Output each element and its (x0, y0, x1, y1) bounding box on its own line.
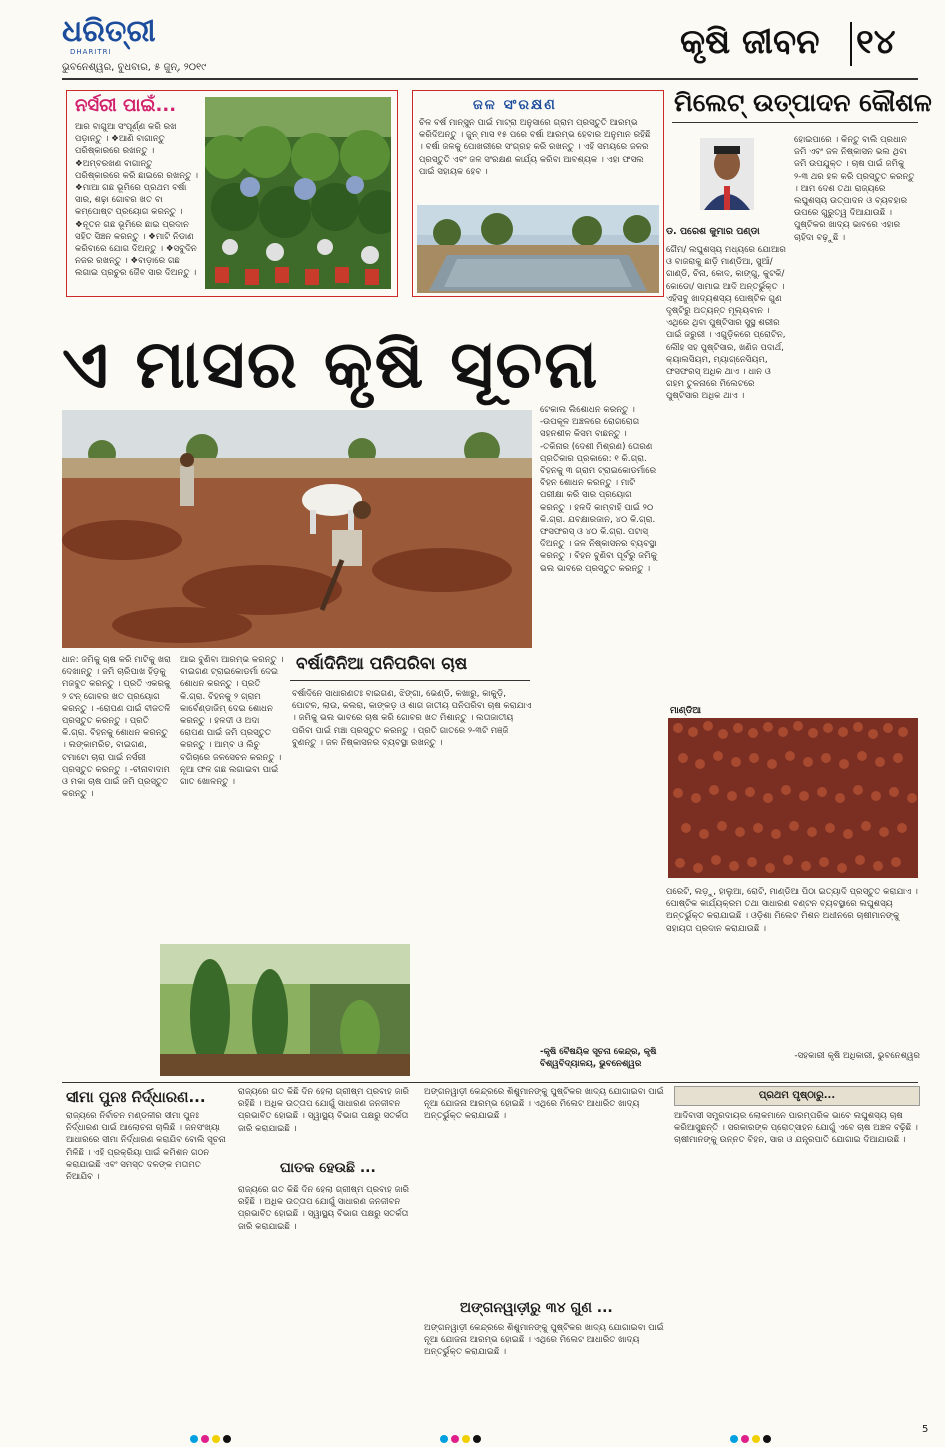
black-mark (473, 1435, 481, 1443)
magenta-mark (451, 1435, 459, 1443)
water-box (412, 90, 664, 297)
newspaper-logo-sub: DHARITRI (70, 48, 112, 56)
millet-title-rule (672, 122, 918, 123)
footer-page-number: 5 (922, 1424, 929, 1435)
millet-author: ଡ. ପରେଶ କୁମାର ପଣ୍ଡା (666, 226, 760, 237)
threat-title: ଘାତକ ହେଉଛି ... (280, 1160, 376, 1176)
first-page-header (674, 1086, 920, 1106)
threat-intro (238, 1086, 414, 1156)
section-separator (850, 22, 852, 66)
monthly-credit: -କୃଷି ବୈଷୟିକ ସୂଚନା କେନ୍ଦ୍ର, କୃଷି ବିଶ୍ୱବିଦ୍ୟାଳୟ, ଭୁବନେଶ୍ୱର (540, 1047, 657, 1070)
threat-intro-text: ରାଜ୍ୟରେ ଗତ କିଛି ଦିନ ହେଲା ଗ୍ରୀଷ୍ମ ପ୍ରବାହ ଜାରି ରହିଛି । ଅଧିକ ଉତ୍ତାପ ଯୋଗୁଁ ସାଧାରଣ ଜନଜୀବନ ପ୍ରଭାବିତ ହୋଇଛି । ସ୍ୱାସ୍ଥ୍ୟ ବିଭାଗ ପକ୍ଷରୁ ସତର୍କତା ଜାରି କରାଯାଇଛି । (238, 1087, 410, 1134)
registration-marks-2 (440, 1428, 484, 1438)
anganwadi-body: ଅଙ୍ଗନୱାଡ଼ୀ କେନ୍ଦ୍ରରେ ଶିଶୁମାନଙ୍କୁ ପୁଷ୍ଟିକର ଖାଦ୍ୟ ଯୋଗାଇବା ପାଇଁ ନୂଆ ଯୋଜନା ଆରମ୍ଭ ହୋଇଛି । ଏଥିରେ ମିଲେଟ ଆଧାରିତ ଖାଦ୍ୟ ଅନ୍ତର୍ଭୁକ୍ତ କରାଯାଇଛି । (424, 1323, 664, 1358)
registration-marks-3 (730, 1428, 774, 1438)
nursery-title: ନର୍ସରୀ ପାଇଁ... (75, 95, 177, 116)
monthly-col3: ଟେକାଲ ଲିଶୋଧନ କରନ୍ତୁ । -ଉପକୂଳ ଅଞ୍ଚଳରେ ରୋଗରୋଗ ସହନଶୀଳ କିସମ ବାଛନ୍ତୁ । -ତକିନାର (ଦେଶୀ ମିଶ୍ରଣ) ତୋରଣ ପ୍ରତିକାର ପ୍ରକାରେ: ୧ କି.ଗ୍ରା. ବିହନକୁ ୩ ଗ୍ରାମ ଟ୍ରାଇକୋଡର୍ମାରେ ବିହନ ଶୋଧନ କରନ୍ତୁ । ମାଟି ପରୀକ୍ଷା କରି ସାର ପ୍ରୟୋଗ କରନ୍ତୁ । ହଳଦି କାମ୍ବାହି ପାଇଁ ୨୦ କି.ଗ୍ରା. ଯବକ୍ଷାରଜାନ, ୪୦ କି.ଗ୍ରା. ଫସଫରସ୍ ଓ ୪୦ କି.ଗ୍ରା. ପଟାସ୍ ଦିଅନ୍ତୁ । ଜଳ ନିଷ୍କାସନର ବ୍ୟବସ୍ଥା କରନ୍ତୁ । ବିହନ ବୁଣିବା ପୂର୍ବରୁ ଜମିକୁ ଭଲ ଭାବରେ ପ୍ରସ୍ତୁତ କରନ୍ତୁ । (540, 405, 657, 574)
millet-body-bottom: ପରେଟି, ଲଡ଼ୁ, ହାଲୁଆ, ରୋଟି, ମାଣ୍ଡିଆ ପିଠା ଇତ୍ୟାଦି ପ୍ରସ୍ତୁତ କରାଯାଏ । ପୋଷ୍ଟିକ କାର୍ଯ୍ୟକ୍ରମ ତଥା ସାଧାରଣ ବଣ୍ଟନ ବ୍ୟବସ୍ଥାରେ ଲଘୁଶସ୍ୟ ଅନ୍ତର୍ଭୁକ୍ତ କରାଯାଇଛି । ଓଡ଼ିଶା ମିଲେଟ ମିଶନ ଅଧୀନରେ ଚାଷୀମାନଙ୍କୁ ସହାୟତା ପ୍ରଦାନ କରାଯାଉଛି । (666, 887, 918, 934)
nursery-body: ଆର ବାଗୁଆ ସଂପୂର୍ଣ୍ଣ କରି ରଖ ପଡ଼ାନ୍ତୁ । ❖ଆଣି ବାଗାନ୍ତୁ ପରିଷ୍କାରରେ ରଖନ୍ତୁ । ❖ଅମ୍ବରଖଣ ବାଗାନ୍ତୁ ପରିଷ୍କାରରେ କରି ଛାଇରେ ରଖନ୍ତୁ । ❖ମାଆ ଗଛ ଭୂମିରେ ପ୍ରଥମ ବର୍ଷା ସାର, ଶଢ଼ା ଗୋବର ଖତ ବା କମ୍ପୋଷ୍ଟ ପ୍ରୟୋଗ କରନ୍ତୁ । ❖ନୂତନ ଗଛ ଭୂମିରେ ଛାଇ ପ୍ରଦାନ ସହିତ ସିଞ୍ଚନ କରନ୍ତୁ । ❖ମାଟି ନିଡାଣ କରିବାରେ ଯୋଗ ଦିଅନ୍ତୁ । ❖ସବୁଦିନ ନଜର ରଖନ୍ତୁ । ❖ବାଡ଼ାରେ ଗଛ ଲଗାଇ ପ୍ରଚୁର ଜୈବ ସାର ଦିଅନ୍ତୁ । (75, 122, 198, 279)
millet-body-right: ହୋଇପାରେ । କିନ୍ତୁ ବାଲି ପ୍ରଧାନ ଜମି ଏବଂ ଜଳ ନିଷ୍କାସନ ଭଲ ଥିବା ଜମି ଉପଯୁକ୍ତ । ଚାଷ ପାଇଁ ଜମିକୁ ୨-୩ ଥର ହଳ କରି ପ୍ରସ୍ତୁତ କରନ୍ତୁ । ଆମ ଦେଶ ତଥା ରାଜ୍ୟରେ ଲଘୁଶସ୍ୟ ଉତ୍ପାଦନ ଓ ବ୍ୟବହାର ଉପରେ ଗୁରୁତ୍ୱ ଦିଆଯାଉଛି । ପୁଷ୍ଟିକର ଖାଦ୍ୟ ଭାବରେ ଏହାର ଚାହିଦା ବଢ଼ୁଛି । (794, 135, 915, 243)
banner-headline: ଏ ମାସର କୃଷି ସୂଚନା (62, 326, 600, 403)
dateline: ଭୁବନେଶ୍ୱର, ବୁଧବାର, ୫ ଜୁନ୍, ୨୦୧୯ (62, 62, 207, 73)
boundary-body: ରାଜ୍ୟରେ ନିର୍ବାଚନ ମଣ୍ଡଳୀର ସୀମା ପୁନଃ ନିର୍ଦ୍ଧାରଣ ପାଇଁ ଆଲୋଚନା ଚାଲିଛି । ଜନସଂଖ୍ୟା ଆଧାରରେ ସୀମା ନିର୍ଦ୍ଧାରଣ କରାଯିବ ବୋଲି ସୂଚନା ମିଳିଛି । ଏହି ପ୍ରକ୍ରିୟା ପାଇଁ କମିଶନ ଗଠନ କରାଯାଇଛି ଏବଂ ସମସ୍ତ ଦଳଙ୍କ ମତାମତ ନିଆଯିବ । (66, 1111, 226, 1183)
black-mark (223, 1435, 231, 1443)
monthly-col1: ଧାନ: ଜମିକୁ ଚାଷ କରି ମାଟିକୁ ଖରା ଦେଖାନ୍ତୁ । ଜମି ଚାରିପାଖ ହିଡ଼କୁ ମଜବୁତ କରନ୍ତୁ । ପ୍ରତି ଏକରକୁ ୨ ଟନ୍ ଗୋବର ଖତ ପ୍ରୟୋଗ କରନ୍ତୁ । -ରୋପଣ ପାଇଁ ବୀଜତଳି ପ୍ରସ୍ତୁତ କରନ୍ତୁ । ପ୍ରତି କି.ଗ୍ରା. ବିହନକୁ ଶୋଧନ କରନ୍ତୁ । ଲଙ୍କାମରିଚ, ବାଇଗଣ, ଟମାଟୋ ଚାରା ପାଇଁ ନର୍ସରୀ ପ୍ରସ୍ତୁତ କରନ୍ତୁ । -ଚୀନାବାଦାମ ଓ ମକା ଚାଷ ପାଇଁ ଜମି ପ୍ରସ୍ତୁତ କରନ୍ତୁ । (62, 655, 171, 800)
water-title: ଜଳ ସଂରକ୍ଷଣ (473, 97, 557, 113)
gourd-photo (160, 944, 410, 1076)
pond-photo (417, 205, 659, 293)
registration-marks (190, 1428, 234, 1438)
yellow-mark (462, 1435, 470, 1443)
first-page-title: ପ୍ରଥମ ପୃଷ୍ଠାରୁ... (758, 1090, 836, 1101)
header-rule (62, 78, 918, 80)
millet-caption: ମାଣ୍ଡିଆ (670, 706, 701, 716)
millet-title: ମିଲେଟ୍ ଉତ୍ପାଦନ କୌଶଳ (674, 88, 932, 117)
rainy-veg-title: ବର୍ଷାଦିନିଆ ପନିପରିବା ଚାଷ (296, 654, 468, 674)
nursery-box (66, 90, 398, 297)
nursery-photo (205, 97, 391, 289)
plough-photo (62, 410, 532, 648)
cyan-mark (730, 1435, 738, 1443)
magenta-mark (201, 1435, 209, 1443)
water-body: ଚିଳ ବର୍ଷ ମାନ୍ସୁନ ପାଇଁ ମାଟ୍ରା ଅନୁସାରେ ଗ୍ରାମ ପ୍ରସ୍ତୁତି ଆରମ୍ଭ କରିଦିଅନ୍ତୁ । ଜୁନ୍ ମାସ ୧୫ ପରେ ବର୍ଷା ଆରମ୍ଭ ହେବାର ଅନୁମାନ ରହିଛି । ବର୍ଷା ଜଳକୁ ପୋଖରୀରେ ସଂଗ୍ରହ କରି ରଖନ୍ତୁ । ଏହି ସମୟରେ ଜଳର ପ୍ରସ୍ତୁତି ଏବଂ ଜଳ ସଂରକ୍ଷଣ କାର୍ଯ୍ୟ କରିବା ଆବଶ୍ୟକ । ଏହା ଫସଲ ପାଇଁ ସହାୟକ ହେବ । (419, 118, 651, 177)
cyan-mark (190, 1435, 198, 1443)
anganwadi-title: ଅଙ୍ଗନୱାଡ଼ୀରୁ ୩୪ ଗୁଣ ... (460, 1300, 613, 1316)
millet-credit: -ସହକାରୀ କୃଷି ଅଧିକାରୀ, ଭୁବନେଶ୍ୱର (794, 1051, 920, 1061)
yellow-mark (752, 1435, 760, 1443)
threat-body: ରାଜ୍ୟରେ ଗତ କିଛି ଦିନ ହେଲା ଗ୍ରୀଷ୍ମ ପ୍ରବାହ ଜାରି ରହିଛି । ଅଧିକ ଉତ୍ତାପ ଯୋଗୁଁ ସାଧାରଣ ଜନଜୀବନ ପ୍ରଭାବିତ ହୋଇଛି । ସ୍ୱାସ୍ଥ୍ୟ ବିଭାଗ ପକ୍ଷରୁ ସତର୍କତା ଜାରି କରାଯାଇଛି । (238, 1185, 410, 1232)
section-title: କୃଷି ଜୀବନ (680, 22, 820, 62)
cyan-mark (440, 1435, 448, 1443)
black-mark (763, 1435, 771, 1443)
author-photo (700, 138, 754, 210)
bottom-rule (62, 1082, 918, 1083)
millet-grain-photo (668, 718, 918, 878)
page-number: ୧୪ (856, 22, 896, 62)
rainy-veg-rule (290, 680, 530, 681)
magenta-mark (741, 1435, 749, 1443)
newspaper-logo: ଧରିତ୍ରୀ (62, 14, 156, 49)
millet-body-left: ଗୈମ/ ଲଘୁଶସ୍ୟ ମଧ୍ୟରେ ଯୋଆର ଓ ବାଜରାକୁ ଛାଡ଼ି ମାଣ୍ଡିଆ, ସୁଆଁ/ଗାଣ୍ଡି, ଚିନା, କୋଦ, କାଙ୍ଗୁ, କୁଟକି/ କୋଡୋ/ ସାମାଇ ଆଦି ଅନ୍ତର୍ଭୁକ୍ତ । ଏହିସବୁ ଖାଦ୍ୟଶସ୍ୟ ପୋଷ୍ଟିକ ଗୁଣ ଦୃଷ୍ଟିରୁ ଅତ୍ୟନ୍ତ ମୂଲ୍ୟବାନ । ଏଥିରେ ଥିବା ପୁଷ୍ଟିସାର ସୁସ୍ଥ ଶରୀର ପାଇଁ ଜରୁରୀ । ଏଗୁଡ଼ିକରେ ପ୍ରୋଟିନ, ଲୌହ ସହ ପୁଷ୍ଟିସାର, ଖଣିଜ ପଦାର୍ଥ, କ୍ୟାଲସିୟମ, ମ୍ୟାଗ୍ନେସିୟମ, ଫସଫରସ୍ ଅଧିକ ଥାଏ । ଧାନ ଓ ଗହମ ତୁଳନାରେ ମିଲେଟରେ ପୁଷ୍ଟିସାର ଅଧିକ ଥାଏ । (666, 245, 786, 402)
monthly-col2: ଆଇ ବୁଣିବା ଆରମ୍ଭ କରନ୍ତୁ । ବାଇଗଣ ଟ୍ରାଇକୋଡର୍ମା ଦେଇ ଶୋଧନ କରନ୍ତୁ । ପ୍ରତି କି.ଗ୍ରା. ବିହନକୁ ୨ ଗ୍ରାମ କାର୍ବେଣ୍ଡାଜିମ୍ ଦେଇ ଶୋଧନ କରନ୍ତୁ । ହଳଦୀ ଓ ଅଦା ରୋପଣ ପାଇଁ ଜମି ପ୍ରସ୍ତୁତ କରନ୍ତୁ । ଆମ୍ବ ଓ ଲିଚୁ ବଗିଚାରେ ଜଳସେଚନ କରନ୍ତୁ । ନୂଆ ଫଳ ଗଛ ଲଗାଇବା ପାଇଁ ଗାତ ଖୋଳନ୍ତୁ । (180, 655, 284, 788)
yellow-mark (212, 1435, 220, 1443)
anganwadi-intro: ଅଙ୍ଗନୱାଡ଼ୀ କେନ୍ଦ୍ରରେ ଶିଶୁମାନଙ୍କୁ ପୁଷ୍ଟିକର ଖାଦ୍ୟ ଯୋଗାଇବା ପାଇଁ ନୂଆ ଯୋଜନା ଆରମ୍ଭ ହୋଇଛି । ଏଥିରେ ମିଲେଟ ଆଧାରିତ ଖାଦ୍ୟ ଅନ୍ତର୍ଭୁକ୍ତ କରାଯାଇଛି । (424, 1087, 664, 1122)
first-page-body: ଆଦିବାସୀ ସମ୍ପ୍ରଦାୟର ଲୋକମାନେ ପାରମ୍ପରିକ ଭାବେ ଲଘୁଶସ୍ୟ ଚାଷ କରିଆସୁଛନ୍ତି । ସରକାରଙ୍କ ପ୍ରୋତ୍ସାହନ ଯୋଗୁଁ ଏବେ ଚାଷ ଅଞ୍ଚଳ ବଢ଼ିଛି । ଚାଷୀମାନଙ୍କୁ ଉନ୍ନତ ବିହନ, ସାର ଓ ଯନ୍ତ୍ରପାତି ଯୋଗାଇ ଦିଆଯାଉଛି । (674, 1111, 918, 1146)
boundary-title: ସୀମା ପୁନଃ ନିର୍ଦ୍ଧାରଣ... (66, 1088, 206, 1106)
rainy-veg-body: ବର୍ଷାଦିନେ ସାଧାରଣତଃ ବାଇଗଣ, ଝିଙ୍ଗା, ଭେଣ୍ଡି, କଖାରୁ, କାକୁଡ଼ି, ପୋଟଳ, ଲାଉ, କଲରା, କାଙ୍କଡ଼ ଓ ଶାଗ ଜାତୀୟ ପନିପରିବା ଚାଷ କରାଯାଏ । ଜମିକୁ ଭଲ ଭାବରେ ଚାଷ କରି ଗୋବର ଖତ ମିଶାନ୍ତୁ । ଲତାଜାତୀୟ ପରିବା ପାଇଁ ମଞ୍ଚା ପ୍ରସ୍ତୁତ କରନ୍ତୁ । ପ୍ରତି ଗାତରେ ୨-୩ଟି ମଞ୍ଜି ବୁଣନ୍ତୁ । ଜଳ ନିଷ୍କାସନର ବ୍ୟବସ୍ଥା ରଖନ୍ତୁ । (292, 689, 532, 748)
